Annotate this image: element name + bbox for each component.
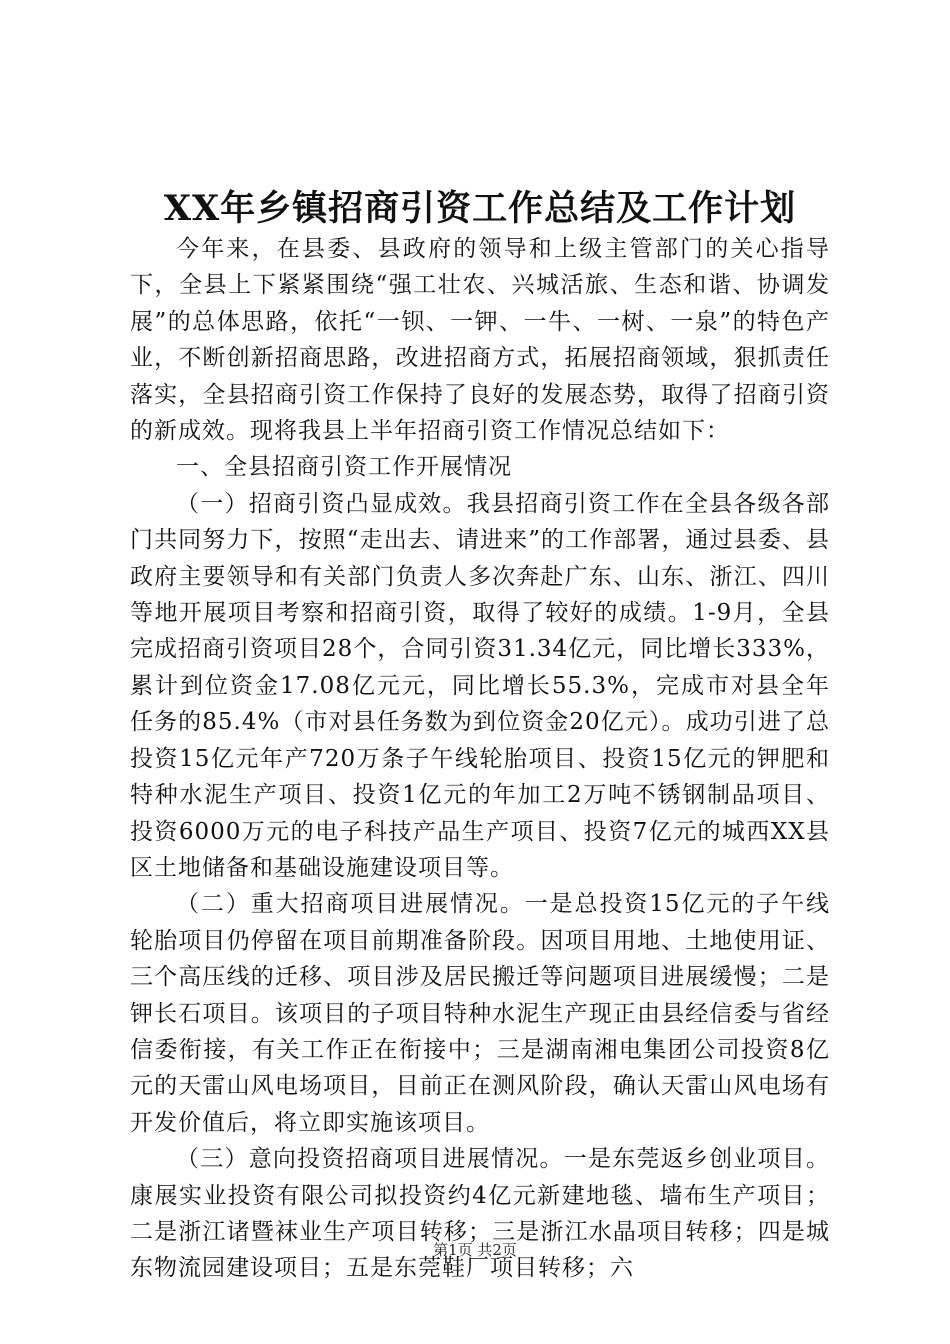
paragraph-section-1: （一）招商引资凸显成效。我县招商引资工作在全县各级各部门共同努力下，按照“走出去、请进来”的工作部署，通过县委、县政府主要领导和有关部门负责人多次奔赴广东、山东、浙江、四川等地开展项目考察和招商引资，取得了较好的成绩。1-9月，全县完成招商引资项目28个，合同引资31.34亿元，同比增长333%，累计到位资金17.08亿元元，同比增长55.3%，完成市对县全年任务的85.4%（市对县任务数为到位资金20亿元）。成功引进了总投资15亿元年产720万条子午线轮胎项目、投资15亿元的钾肥和特种水泥生产项目、投资1亿元的年加工2万吨不锈钢制品项目、投资6000万元的电子科技产品生产项目、投资7亿元的城西XX县区土地储备和基础设施建设项目等。 — [130, 490, 830, 881]
paragraph-section-2: （二）重大招商项目进展情况。一是总投资15亿元的子午线轮胎项目仍停留在项目前期准备阶段。因项目用地、土地使用证、三个高压线的迁移、项目涉及居民搬迁等问题项目进展缓慢；二是钾长石项目。该项目的子项目特种水泥生产现正由县经信委与省经信委衔接，有关工作正在衔接中；三是湖南湘电集团公司投资8亿元的天雷山风电场项目，目前正在测风阶段，确认天雷山风电场有开发价值后，将立即实施该项目。 — [130, 891, 830, 1136]
page-footer: 第1页 共2页 — [433, 1241, 517, 1259]
paragraph-section-3: （三）意向投资招商项目进展情况。一是东莞返乡创业项目。康展实业投资有限公司拟投资约4亿元新建地毯、墙布生产项目；二是浙江诸暨袜业生产项目转移；三是浙江水晶项目转移；四是城东物流园建设项目；五是东莞鞋厂项目转移；六 — [130, 1146, 830, 1282]
document-title: XX年乡镇招商引资工作总结及工作计划 — [163, 188, 797, 229]
paragraph-intro: 今年来，在县委、县政府的领导和上级主管部门的关心指导下，全县上下紧紧围绕“强工壮农、兴城活旅、生态和谐、协调发展”的总体思路，依托“一钡、一钾、一牛、一树、一泉”的特色产业，不断创新招商思路，改进招商方式，拓展招商领域，狠抓责任落实，全县招商引资工作保持了良好的发展态势，取得了招商引资的新成效。现将我县上半年招商引资工作情况总结如下： — [130, 236, 830, 445]
document-body — [130, 231, 830, 1287]
section-heading: 一、全县招商引资工作开展情况 — [176, 454, 512, 481]
